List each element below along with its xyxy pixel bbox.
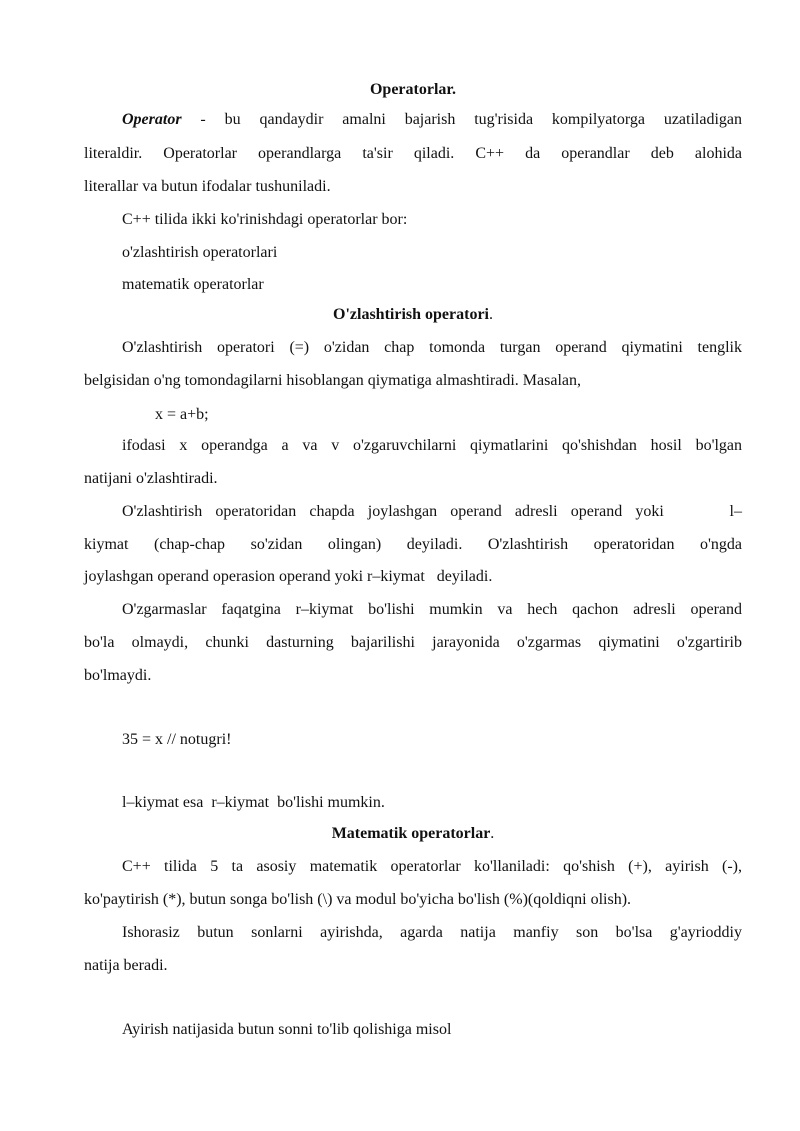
section-heading-dot: .: [488, 306, 493, 323]
math-p1-line-2: ko'paytirish (*), butun songa bo'lish (\) va modul bo'yicha bo'lish (%)(qoldiqni olish).: [84, 891, 632, 908]
math-p1-line-1: C++ tilida 5 ta asosiy matematik operatorlar ko'llaniladi: qo'shish (+), ayirish (-),: [122, 858, 742, 875]
definition-line-1: [122, 110, 742, 130]
section-heading-assignment: [84, 305, 742, 325]
section-heading-text: Matematik operatorlar: [331, 825, 491, 842]
math-p3: Ayirish natijasida butun sonni to'lib qolishiga misol: [122, 1021, 452, 1038]
section-heading-dot: .: [490, 825, 495, 842]
assign-p1-line-1: O'zlashtirish operatori (=) o'zidan chap tomonda turgan operand qiymatini tenglik: [122, 339, 742, 356]
assign-note: l–kiymat esa r–kiymat bo'lishi mumkin.: [122, 794, 385, 811]
assign-code-example: x = a+b;: [155, 406, 209, 423]
type-item-2: matematik operatorlar: [122, 276, 264, 293]
assign-p2-line-2: natijani o'zlashtiradi.: [84, 470, 218, 487]
assign-p4-line-2: bo'la olmaydi, chunki dasturning bajarilishi jarayonida o'zgarmas qiymatini o'zgartirib: [84, 634, 742, 651]
math-p2-line-1: Ishorasiz butun sonlarni ayirishda, agarda natija manfiy son bo'lsa g'ayrioddiy: [122, 924, 742, 941]
assign-p2-line-1: ifodasi x operandga a va v o'zgaruvchilarni qiymatlarini qo'shishdan hosil bo'lgan: [122, 437, 742, 454]
page-title: Operatorlar.: [369, 81, 457, 98]
assign-p4-line-3: bo'lmaydi.: [84, 667, 152, 684]
assign-p3-line-3: joylashgan operand operasion operand yoki r–kiymat deyiladi.: [84, 568, 493, 585]
type-item-1: o'zlashtirish operatorlari: [122, 244, 278, 261]
assign-invalid-example: 35 = x // notugri!: [122, 731, 232, 748]
section-heading-text: O'zlashtirish operatori: [333, 306, 489, 323]
assign-p3-line-2: kiymat (chap-chap so'zidan olingan) deyiladi. O'zlashtirish operatoridan o'ngda: [84, 536, 742, 553]
definition-line-3: literallar va butun ifodalar tushuniladi.: [84, 178, 331, 195]
types-intro: C++ tilida ikki ko'rinishdagi operatorlar bor:: [122, 211, 408, 228]
math-p2-line-2: natija beradi.: [84, 957, 168, 974]
assign-p1-line-2: belgisidan o'ng tomondagilarni hisoblangan qiymatiga almashtiradi. Masalan,: [84, 372, 581, 389]
definition-term: Operator: [122, 111, 182, 128]
definition-text: - bu qandaydir amalni bajarish tug'risida kompilyatorga uzatiladigan: [181, 111, 742, 128]
assign-p3-line-1: O'zlashtirish operatoridan chapda joylashgan operand adresli operand yoki l–: [122, 503, 742, 520]
definition-line-2: literaldir. Operatorlar operandlarga ta'sir qiladi. C++ da operandlar deb alohida: [84, 145, 742, 162]
assign-p4-line-1: O'zgarmaslar faqatgina r–kiymat bo'lishi mumkin va hech qachon adresli operand: [122, 601, 742, 618]
section-heading-math: [84, 824, 742, 844]
